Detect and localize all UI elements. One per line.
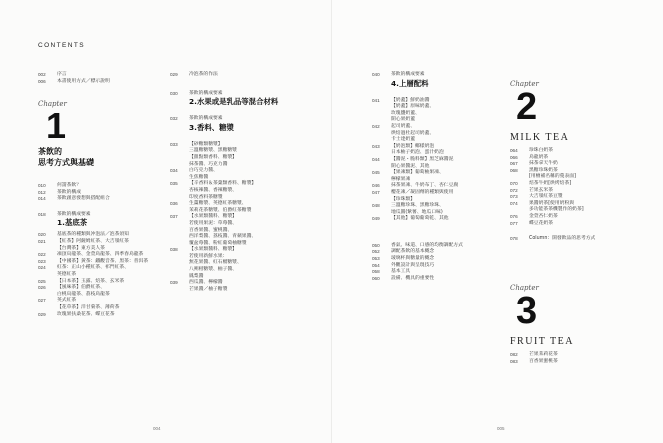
entry-title: 焙茶牛奶[烘烤焙茶] <box>529 180 572 186</box>
list-item <box>38 312 163 319</box>
entry-title: 珍珠白奶茶 <box>529 148 553 153</box>
entry-title: 【甜點類香料、糖漿】 <box>189 154 237 160</box>
list-item <box>38 212 163 219</box>
list-item <box>170 287 320 294</box>
list-item <box>510 207 660 214</box>
page-number-right: 005 <box>497 426 505 431</box>
entry-title: 【辛香料＆茶葉類香料、糖漿】 <box>189 181 257 187</box>
page-number: 021 <box>38 238 46 244</box>
entry-title: 茶飲的構成要素 <box>189 90 223 96</box>
page-number: 024 <box>38 265 46 271</box>
entry-title: 【紅茶】阿薩姆紅茶、大吉嶺紅茶 <box>57 238 129 244</box>
entry-title: 烘焙過杜起司奶蓋、 <box>391 130 435 136</box>
list-item <box>38 252 163 259</box>
contents-heading: CONTENTS <box>38 42 85 49</box>
left-column-2 <box>170 72 320 293</box>
entry-title: 鳳梨醬 <box>189 273 204 279</box>
list-item <box>510 352 660 359</box>
page-number: 047 <box>372 189 380 195</box>
section-heading-toppings: 4.上層配料 <box>391 78 429 88</box>
entry-title: 三溫糖糖漿、黑糖糖漿 <box>189 148 237 154</box>
list-item <box>170 148 320 155</box>
page-number: 067 <box>510 161 518 167</box>
list-item <box>170 188 320 195</box>
list-item <box>170 201 320 208</box>
entry-title: 日本柚子奶泡、蛋汁奶泡 <box>391 150 444 156</box>
entry-title: 基底茶的種類與沖泡法／泡茶須知 <box>57 232 129 238</box>
entry-title: 杏核辣醬、香辣糖漿、 <box>189 187 237 193</box>
chapter-1-number: 1 <box>46 105 67 146</box>
list-item <box>38 72 158 79</box>
entry-title: 抹茶醬、巧克力醬 <box>189 161 228 167</box>
list-item <box>170 247 320 254</box>
entry-title: 【日本茶】玉露、焙茶、玄米茶 <box>57 278 125 284</box>
page-number: 044 <box>372 156 380 162</box>
chapter-2-block <box>510 80 569 143</box>
entry-title: 百香果醬、蜜桃醬、 <box>189 227 233 233</box>
entry-title: 何謂茶飲？ <box>57 183 81 188</box>
entry-title: 【風味茶】伯爵紅茶、 <box>57 285 105 291</box>
list-item <box>510 148 660 155</box>
entry-title: 外觀設計與呈現技巧 <box>391 262 435 268</box>
entry-title: 香氣、味道、口感的均衡調配方式 <box>391 242 463 248</box>
entry-title: 開心果醬泥、其他 <box>391 163 430 169</box>
entry-title: 【水果類醬料、糖漿】 <box>189 214 237 220</box>
page-number: 068 <box>510 167 518 173</box>
entry-title: 多功能茶茶機製作的奶茶] <box>529 207 584 213</box>
entry-title: 茶飲的構成 <box>57 189 81 195</box>
entry-title: 玻璃杯與糖量的概念 <box>391 256 435 262</box>
page-number: 032 <box>170 116 178 122</box>
entry-title: 【台灣茶】東方美人茶 <box>57 245 105 251</box>
entry-title: 大吉嶺紅茶豆漿 <box>529 194 563 200</box>
page-number: 026 <box>38 285 46 291</box>
entry-title: 【醬泥・脆料類】黑芝麻醬泥 <box>391 156 454 162</box>
page-number: 038 <box>170 247 178 253</box>
entry-title: 芒果茉莉花茶 <box>529 352 558 357</box>
entry-title: 英德紅茶 <box>57 271 77 277</box>
page-number: 076 <box>510 213 518 219</box>
page-number: 037 <box>170 214 178 220</box>
page-number: 077 <box>510 220 518 226</box>
list-item <box>510 194 660 201</box>
page-number: 045 <box>372 170 380 176</box>
entry-title: 八朔柑糖漿、柚子醬、 <box>189 267 237 273</box>
entry-title: 茶飲的構成要素 <box>189 116 223 122</box>
entry-title: 抹茶拿天牛奶 <box>529 161 558 167</box>
page-number: 053 <box>372 256 380 262</box>
page-number: 023 <box>38 258 46 264</box>
entry-title: 【水果類醬料、糖漿】 <box>189 247 237 253</box>
list-item <box>372 183 512 190</box>
entry-title: 印度香料茶糖漿 <box>189 194 223 200</box>
page-number: 043 <box>372 143 380 149</box>
entry-title: 烏龍奶茶 <box>529 154 549 160</box>
list-item <box>372 104 512 111</box>
entry-title: 【果凍類】葡萄柚果凍、 <box>391 170 444 176</box>
entry-title: 本書使用方式／標示說明 <box>57 78 110 84</box>
entry-title: 黑糖珍珠奶茶 <box>529 167 558 173</box>
entry-title: 【奶蓋】鮮奶油醬 <box>391 97 430 103</box>
list-item <box>170 168 320 175</box>
page-number: 040 <box>372 72 380 77</box>
chapter-2-number: 2 <box>516 86 538 128</box>
chapter-1-block <box>38 100 94 168</box>
list-item <box>372 190 512 197</box>
list-item <box>170 234 320 241</box>
list-item <box>170 221 320 228</box>
list-item <box>372 256 512 263</box>
entry-title: 芒果玄米茶 <box>529 187 553 193</box>
list-item <box>372 216 512 223</box>
page-number: 064 <box>510 148 518 153</box>
page-number: 034 <box>170 168 178 174</box>
list-item <box>372 269 512 276</box>
page-number: 054 <box>372 262 380 268</box>
entry-title: 開心果奶蓋 <box>391 117 415 123</box>
entry-title: 凍頂烏龍茶、金萱烏龍茶、四季春烏龍茶 <box>57 252 144 258</box>
page-number: 030 <box>170 90 178 96</box>
entry-title: 【中國茶】黃茶：鐵觀音茶、黑茶：普洱茶 <box>57 258 149 264</box>
page-number: 012 <box>38 189 46 195</box>
entry-title: Column：開發飲品的思考方式 <box>529 236 596 242</box>
page-number: 029 <box>170 72 178 77</box>
list-item <box>510 161 660 168</box>
entry-title: 序言 <box>57 72 67 77</box>
list-item <box>372 276 512 283</box>
list-item <box>38 79 158 86</box>
section-heading-base-tea: 1.基底茶 <box>57 218 88 228</box>
list-item <box>170 116 320 123</box>
chapter-3-word: Chapter <box>510 284 539 292</box>
right-page <box>332 0 663 443</box>
page-number: 072 <box>510 187 518 193</box>
section-heading-spices-syrup: 3.香料、糖漿 <box>189 122 234 132</box>
page-number: 027 <box>38 298 46 304</box>
entry-title: 百香果蜜桃茶 <box>529 358 558 364</box>
page-number: 002 <box>38 72 46 77</box>
page-number: 010 <box>38 183 46 188</box>
list-item <box>510 181 660 188</box>
chapter-1-title-line1: 茶飲的 <box>38 147 62 156</box>
list-item <box>372 170 512 177</box>
page-number: 046 <box>372 183 380 189</box>
page-number: 036 <box>170 201 178 207</box>
entry-title: [用檀補名稱的蔓表面] <box>529 174 576 180</box>
entry-title: 地瓜圓(紫薯、地瓜口味) <box>391 209 443 215</box>
page-number-left: 004 <box>153 426 161 431</box>
page-number: 018 <box>38 211 46 217</box>
entry-title: 基本工具 <box>391 269 411 275</box>
chapter-1-title-line2: 思考方式與基礎 <box>38 158 94 167</box>
entry-title: 紅茶：正山小種紅茶、祁門紅茶、 <box>57 265 129 271</box>
entry-title: 調配茶飲的基本概念 <box>391 249 435 255</box>
entry-title: 【砂糖類糖漿】 <box>189 141 223 147</box>
page-number: 073 <box>510 194 518 200</box>
page-number: 082 <box>510 352 518 357</box>
page-number: 060 <box>372 275 380 281</box>
list-item <box>38 285 163 292</box>
page-number: 070 <box>510 180 518 186</box>
list-item <box>372 150 512 157</box>
list-item <box>372 137 512 144</box>
list-item <box>38 272 163 279</box>
entry-title: 玫瑰果扶桑花茶、蝶豆花茶 <box>57 311 115 317</box>
list-item <box>170 214 320 221</box>
list-item <box>510 174 660 181</box>
entry-title: 【其他】葡萄葡萄乾、其他 <box>391 216 449 222</box>
entry-title: 若使用新鮮水果： <box>189 253 228 259</box>
left-column-1b <box>38 183 163 318</box>
page-number: 066 <box>510 154 518 160</box>
list-item <box>372 203 512 210</box>
list-item <box>372 117 512 124</box>
list-item <box>170 280 320 287</box>
left-page <box>0 0 331 443</box>
list-item <box>170 91 320 98</box>
entry-title: 設備、機具的重要性 <box>391 275 435 281</box>
chapter-3-list <box>510 352 660 365</box>
right-column-1 <box>372 72 512 282</box>
entry-title: 生薑糖漿、英德紅茶糖漿、 <box>189 201 247 207</box>
page-number: 050 <box>372 242 380 248</box>
chapter-3-number: 3 <box>516 290 538 332</box>
entry-title: 蝶豆花奶茶 <box>529 220 553 226</box>
entry-title: 金萱杏仁奶茶 <box>529 213 558 219</box>
entry-title: 西瓜醬、檸檬醬 <box>189 280 223 286</box>
entry-title: 茶飲的構成要素 <box>391 72 425 77</box>
entry-title: 芒果醬／柚子糖漿 <box>189 286 228 292</box>
chapter-3-block <box>510 284 574 347</box>
chapter-2-word: Chapter <box>510 80 539 88</box>
entry-title: 果醬奶茶[使用奶粉與 <box>529 200 575 206</box>
page-number: 014 <box>38 196 46 202</box>
page-number: 022 <box>38 252 46 258</box>
list-item <box>170 267 320 274</box>
page-number: 039 <box>170 280 178 286</box>
entry-title: 若使用果泥：草莓醬、 <box>189 220 237 226</box>
entry-title: 茉莉花茶糖漿、伯爵紅茶糖漿 <box>189 207 252 213</box>
entry-title: 生焦糖醬 <box>189 174 209 180</box>
page-number: 042 <box>372 123 380 129</box>
list-item <box>38 196 163 203</box>
entry-title: 英式紅茶 <box>57 298 77 304</box>
page-number: 029 <box>38 311 46 317</box>
entry-title: 茶飲創意發想與搭配組合 <box>57 196 110 202</box>
chapter-1-word: Chapter <box>38 100 67 108</box>
page-number: 078 <box>510 236 518 242</box>
entry-title: 【珍珠類】 <box>391 196 415 202</box>
page-number: 074 <box>510 200 518 206</box>
entry-title: 西洋梨醬、荔枝醬、青蘋果醬、 <box>189 234 257 240</box>
list-item <box>38 298 163 305</box>
entry-title: 覆盆莓醬、粉紅葡萄柚糖漿 <box>189 240 247 246</box>
page-number: 049 <box>372 216 380 222</box>
entry-title: 起司奶蓋、 <box>391 123 415 129</box>
list-item <box>38 265 163 272</box>
entry-title: 三溫糖珍珠、黑糖珍珠、 <box>391 203 444 209</box>
chapter-2-list <box>510 148 660 243</box>
list-item <box>372 124 512 131</box>
list-item <box>38 183 163 190</box>
page-number: 006 <box>38 78 46 84</box>
page-number: 041 <box>372 97 380 103</box>
page-number: 025 <box>38 278 46 284</box>
list-item <box>170 181 320 188</box>
list-item <box>38 305 163 312</box>
page-number: 083 <box>510 358 518 364</box>
list-item <box>170 72 320 79</box>
entry-title: 冷泡茶的作法 <box>189 72 218 77</box>
chapter-3-subtitle: FRUIT TEA <box>510 336 574 347</box>
list-item <box>372 157 512 164</box>
page-number: 058 <box>372 269 380 275</box>
entry-title: 茶飲的構成要素 <box>57 211 91 217</box>
page-number: 052 <box>372 249 380 255</box>
list-item <box>38 232 163 239</box>
list-item <box>510 214 660 221</box>
list-item <box>510 236 660 243</box>
entry-title: 白巧克力醬、 <box>189 168 218 174</box>
entry-title: 櫻花凍／凝固劑的種類與使用 <box>391 189 454 195</box>
section-heading-mix-ingredients: 2.水果或是乳品等混合材料 <box>189 97 279 107</box>
page-number: 033 <box>170 141 178 147</box>
list-item <box>38 239 163 246</box>
entry-title: 【奶泡類】椰樣奶泡 <box>391 143 435 149</box>
chapter-2-subtitle: MILK TEA <box>510 132 570 143</box>
entry-title: 無花果醬、紅石榴糖漿、 <box>189 260 242 266</box>
list-item <box>170 155 320 162</box>
entry-title: 【奶蓋】原味奶蓋、 <box>391 104 435 110</box>
list-item <box>510 359 660 366</box>
entry-title: 抹茶果凍、牛奶布丁、杏仁豆腐 <box>391 183 459 189</box>
entry-title: 玫瑰鹽奶蓋、 <box>391 110 420 116</box>
page-number: 048 <box>372 203 380 209</box>
list-item <box>372 72 512 79</box>
entry-title: 白桃烏龍茶、荔枝烏龍茶 <box>57 291 110 297</box>
entry-title: 【花草茶】洋甘菊茶、薄荷茶 <box>57 304 120 310</box>
entry-title: 檸檬果凍 <box>391 176 411 182</box>
left-column-1 <box>38 72 158 85</box>
page-number: 020 <box>38 232 46 238</box>
list-item <box>510 221 660 228</box>
page-number: 035 <box>170 181 178 187</box>
entry-title: 卡士達奶蓋 <box>391 137 415 143</box>
